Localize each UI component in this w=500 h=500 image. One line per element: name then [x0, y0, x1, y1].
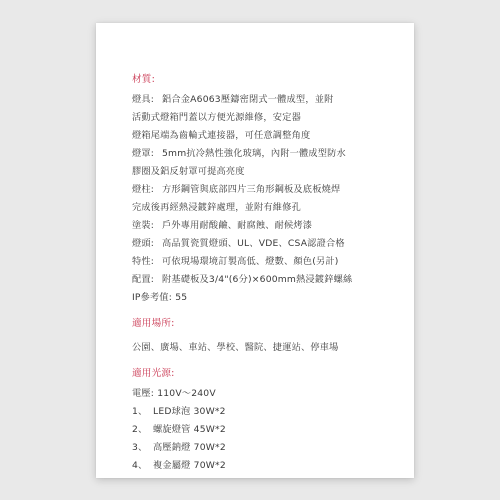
spec-label: 配置:	[132, 274, 155, 285]
list-item	[132, 439, 408, 457]
spec-row-continuation	[132, 109, 408, 127]
list-text: 螺旋燈管 45W*2	[153, 424, 226, 435]
spec-text: 戶外專用耐酸鹼、耐腐蝕、耐候烤漆	[162, 220, 313, 231]
list-number: 3、	[132, 442, 148, 453]
places-text: 公園、廣場、車站、學校、醫院、捷運站、停車場	[132, 342, 339, 353]
list-number: 4、	[132, 460, 148, 471]
list-number: 2、	[132, 424, 148, 435]
spec-row-socket	[132, 235, 408, 253]
list-item	[132, 421, 408, 439]
light-source-list	[132, 403, 408, 475]
list-item	[132, 457, 408, 475]
spec-row-fixture	[132, 91, 408, 109]
spec-row-features	[132, 253, 408, 271]
list-item	[132, 403, 408, 421]
ip-rating: IP參考值: 55	[132, 292, 188, 303]
spec-text: 膠圈及鋁反射罩可提高亮度	[132, 166, 245, 177]
spec-row-continuation	[132, 127, 408, 145]
spec-label: 燈柱:	[132, 184, 155, 195]
spec-row-cover	[132, 145, 408, 163]
spec-label: 塗裝:	[132, 220, 155, 231]
voltage-line: 電壓: 110V～240V	[132, 388, 216, 399]
light-source-heading: 適用光源:	[132, 368, 175, 379]
spec-label: 燈具:	[132, 94, 155, 105]
spec-text: 鋁合金A6063壓鑄密閉式一體成型，並附	[162, 94, 334, 105]
list-text: 高壓鈉燈 70W*2	[153, 442, 226, 453]
spec-row-coating	[132, 217, 408, 235]
spec-text: 可依現場環境訂製高低、燈數、顏色(另計)	[162, 256, 339, 267]
spec-text: 活動式燈箱門蓋以方便光源維修，安定器	[132, 112, 301, 123]
spec-text: 附基礎板及3/4"(6分)×600mm熱浸鍍鋅螺絲	[162, 274, 353, 285]
spec-text: 高品質瓷質燈頭、UL、VDE、CSA認證合格	[162, 238, 345, 249]
spec-text: 5mm抗冷熱性強化玻璃，內附一體成型防水	[162, 148, 346, 159]
spec-label: 特性:	[132, 256, 155, 267]
spec-label: 燈罩:	[132, 148, 155, 159]
spec-label: 燈頭:	[132, 238, 155, 249]
material-heading: 材質:	[132, 74, 156, 85]
spec-card	[96, 23, 414, 478]
spec-content	[132, 73, 408, 475]
places-heading: 適用場所:	[132, 318, 175, 329]
spec-text: 完成後再經熱浸鍍鋅處理，並附有維修孔	[132, 202, 301, 213]
spec-text: 方形鋼管與底部四片三角形鋼板及底板燒焊	[162, 184, 341, 195]
spec-row-config	[132, 271, 408, 289]
spec-text: 燈箱尾端為齒輪式連接器，可任意調整角度	[132, 130, 311, 141]
list-text: 複金屬燈 70W*2	[153, 460, 226, 471]
list-number: 1、	[132, 406, 148, 417]
list-text: LED球泡 30W*2	[153, 406, 226, 417]
spec-row-pole	[132, 181, 408, 199]
spec-row-continuation	[132, 199, 408, 217]
spec-row-continuation	[132, 163, 408, 181]
